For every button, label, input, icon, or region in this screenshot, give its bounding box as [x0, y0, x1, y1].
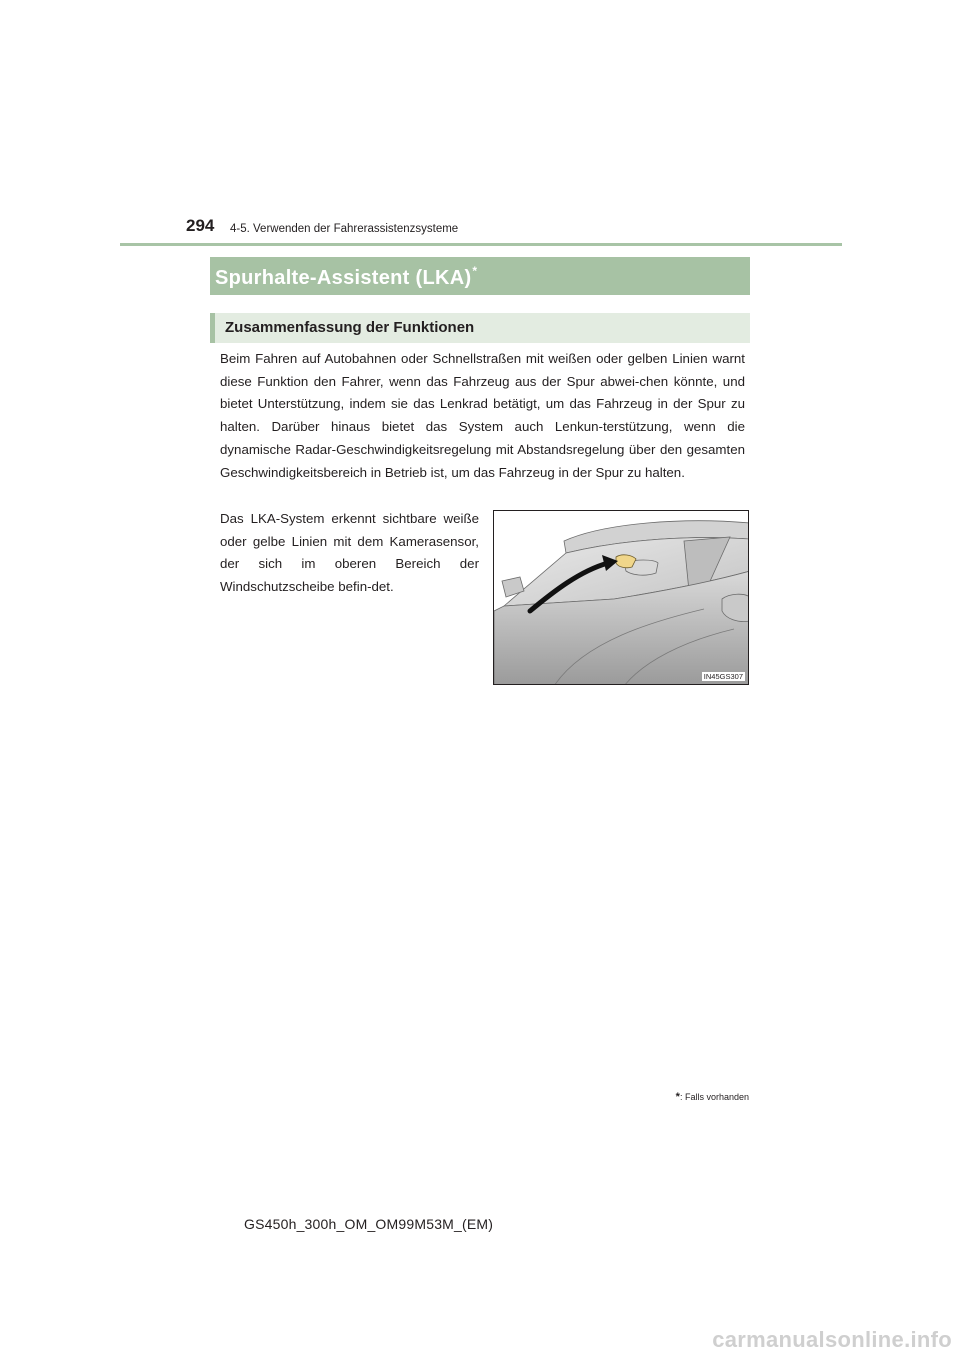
subsection-heading-bar — [210, 313, 750, 343]
chapter-title: 4-5. Verwenden der Fahrerassistenzsysteme — [230, 223, 459, 235]
watermark[interactable]: carmanualsonline.info — [712, 1327, 952, 1352]
footer-doc-code: GS450h_300h_OM_OM99M53M_(EM) — [244, 1216, 494, 1232]
section-title-mark: * — [472, 264, 478, 278]
footnote-star-icon: * — [675, 1091, 680, 1103]
section-title-text: Spurhalte-Assistent (LKA) — [215, 267, 472, 289]
intro-paragraph: Beim Fahren auf Autobahnen oder Schnellstraßen mit weißen oder gelben Linien warnt diese Funktion den Fahrer, wenn das Fahrzeug aus der Spur abwei-chen könnte, und bietet Unterstützung, indem sie das Lenkrad betätigt, um das Fahrzeug in der Spur zu halten. Darüber hinaus bietet das System auch Lenkun-terstützung, wenn die dynamische Radar-Geschwindigkeitsregelung mit Abstandsregelung über den gesamten Geschwindigkeitsbereich in Betrieb ist, um das Fahrzeug in der Spur zu halten. — [220, 351, 745, 480]
subsection-accent — [210, 313, 215, 343]
image-code: IN45GS307 — [703, 672, 743, 681]
subsection-title: Zusammenfassung der Funktionen — [225, 319, 475, 336]
header-rule — [120, 243, 842, 246]
camera-sensor-icon — [616, 555, 636, 568]
section-title — [215, 264, 477, 290]
car-drawing — [494, 511, 749, 685]
footnote — [676, 1091, 749, 1103]
car-windshield-camera-illustration — [493, 510, 749, 685]
page-number: 294 — [186, 216, 215, 235]
footnote-text: : Falls vorhanden — [679, 1092, 749, 1102]
section-heading-bar — [210, 257, 750, 295]
camera-paragraph: Das LKA-System erkennt sichtbare weiße oder gelbe Linien mit dem Kamerasensor, der sich im oberen Bereich der Windschutzscheibe befin-det. — [220, 511, 479, 595]
